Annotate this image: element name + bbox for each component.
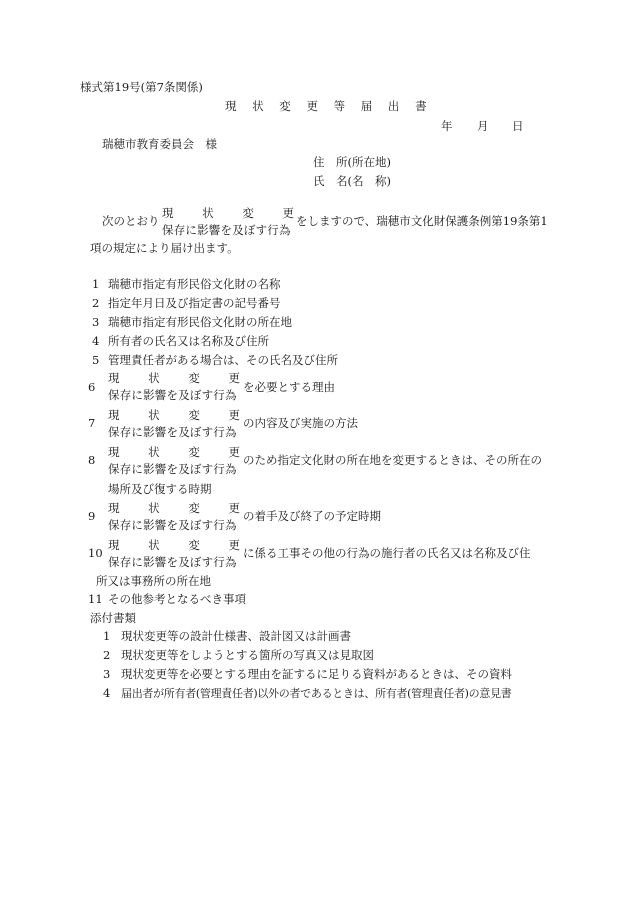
attachment-4-number: 4 (103, 686, 111, 700)
stacked-term-char: 変 (188, 445, 200, 459)
item-7-number: 7 (88, 416, 96, 430)
item-8-suffix: のため指定文化財の所在地を変更するときは、その所在の (243, 453, 542, 467)
item-9-number: 9 (88, 509, 96, 523)
stacked-term-char: 更 (228, 501, 240, 515)
item-9-stacked-term (108, 503, 240, 531)
stacked-term-char: 現 (108, 408, 120, 422)
attachment-2-text: 現状変更等をしようとする箇所の写真又は見取図 (121, 648, 374, 662)
stacked-term-char: 変 (188, 538, 200, 552)
stacked-term-char: 更 (228, 538, 240, 552)
intro-stacked-term (162, 208, 294, 236)
address-label: 住 所(所在地) (313, 155, 391, 169)
stacked-term-char: 更 (228, 408, 240, 422)
stacked-term-char: 状 (148, 371, 160, 385)
intro-line2: 項の規定により届け出ます。 (90, 241, 239, 255)
stacked-term-char: 現 (162, 206, 174, 220)
item-3-number: 3 (92, 315, 100, 329)
date-month: 月 (477, 119, 489, 133)
stacked-term-char: 変 (188, 371, 200, 385)
stacked-term-char: 状 (202, 206, 214, 220)
stacked-term-char: 現 (108, 445, 120, 459)
item-1-text: 瑞穂市指定有形民俗文化財の名称 (108, 277, 281, 291)
item-6-suffix: を必要とする理由 (243, 380, 335, 394)
stacked-term-char: 変 (242, 206, 254, 220)
stacked-term-char: 現 (108, 538, 120, 552)
item-2-number: 2 (92, 296, 100, 310)
item-10-suffix: に係る工事その他の行為の施行者の氏名又は名称及び住 (243, 546, 531, 560)
stacked-term-char: 更 (228, 371, 240, 385)
item-8-continuation: 場所及び復する時期 (108, 482, 212, 496)
stacked-term-alt: 保存に影響を及ぼす行為 (108, 424, 237, 439)
stacked-term-char: 現 (108, 501, 120, 515)
stacked-term-alt: 保存に影響を及ぼす行為 (108, 554, 237, 569)
stacked-term-char: 状 (148, 445, 160, 459)
attachment-4-text: 届出者が所有者(管理責任者)以外の者であるときは、所有者(管理責任者)の意見書 (121, 687, 512, 700)
name-label: 氏 名(名 称) (313, 174, 391, 188)
item-6-stacked-term (108, 373, 240, 401)
item-6-number: 6 (88, 380, 96, 394)
item-2-text: 指定年月日及び指定書の記号番号 (108, 296, 281, 310)
stacked-term-char: 状 (148, 538, 160, 552)
attachment-3-number: 3 (103, 667, 111, 681)
attachment-2-number: 2 (103, 648, 111, 662)
intro-prefix: 次のとおり (102, 214, 160, 228)
stacked-term-char: 更 (228, 445, 240, 459)
item-10-continuation: 所又は事務所の所在地 (96, 574, 211, 588)
item-4-text: 所有者の氏名又は名称及び住所 (108, 334, 269, 348)
item-5-text: 管理責任者がある場合は、その氏名及び住所 (108, 353, 338, 367)
item-4-number: 4 (92, 334, 100, 348)
item-10-number: 10 (88, 546, 103, 560)
item-8-number: 8 (88, 453, 96, 467)
form-number: 様式第19号(第7条関係) (80, 80, 203, 94)
item-7-suffix: の内容及び実施の方法 (243, 416, 358, 430)
stacked-term-char: 更 (282, 206, 294, 220)
item-1-number: 1 (92, 277, 100, 291)
item-10-stacked-term (108, 540, 240, 568)
stacked-term-char: 現 (108, 371, 120, 385)
item-5-number: 5 (92, 353, 100, 367)
date-day: 日 (512, 119, 524, 133)
attachments-heading: 添付書類 (90, 611, 136, 625)
stacked-term-char: 変 (188, 501, 200, 515)
stacked-term-char: 変 (188, 408, 200, 422)
addressee: 瑞穂市教育委員会 様 (102, 137, 217, 151)
stacked-term-char: 状 (148, 408, 160, 422)
attachment-1-number: 1 (103, 629, 111, 643)
attachment-1-text: 現状変更等の設計仕様書、設計図又は計画書 (121, 629, 351, 643)
stacked-term-alt: 保存に影響を及ぼす行為 (162, 222, 291, 237)
stacked-term-alt: 保存に影響を及ぼす行為 (108, 387, 237, 402)
item-8-stacked-term (108, 447, 240, 475)
intro-suffix: をしますので、瑞穂市文化財保護条例第19条第1 (296, 214, 548, 228)
stacked-term-alt: 保存に影響を及ぼす行為 (108, 517, 237, 532)
page-title: 現 状 変 更 等 届 出 書 (225, 99, 433, 113)
item-9-suffix: の着手及び終了の予定時期 (243, 509, 381, 523)
date-year: 年 (441, 119, 453, 133)
stacked-term-char: 状 (148, 501, 160, 515)
item-11-text: その他参考となるべき事項 (108, 592, 246, 606)
item-7-stacked-term (108, 410, 240, 438)
item-3-text: 瑞穂市指定有形民俗文化財の所在地 (108, 315, 292, 329)
item-11-number: 11 (88, 592, 103, 606)
attachment-3-text: 現状変更等を必要とする理由を証するに足りる資料があるときは、その資料 (121, 667, 512, 681)
stacked-term-alt: 保存に影響を及ぼす行為 (108, 461, 237, 476)
